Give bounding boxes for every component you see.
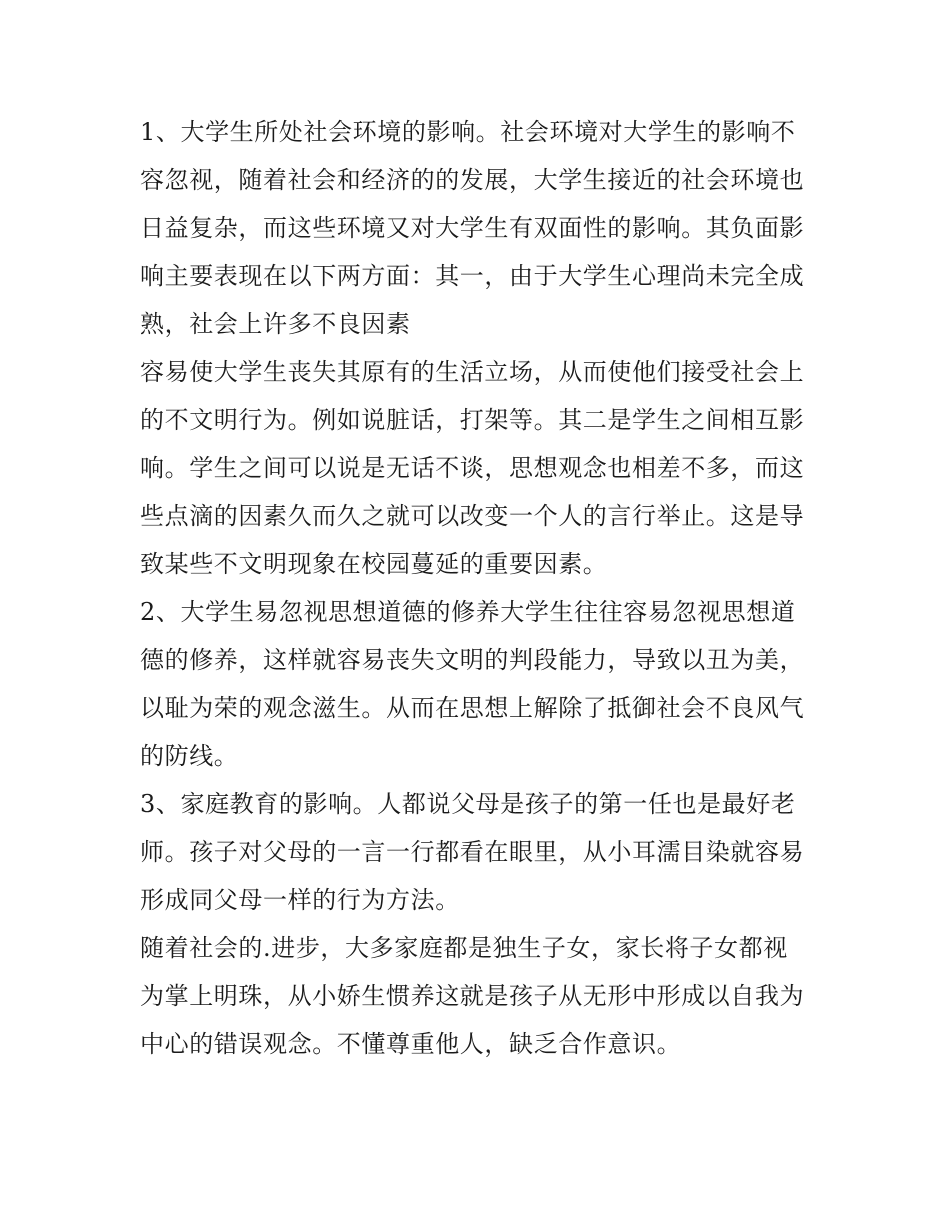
text-line: 熟，社会上许多不良因素 — [140, 310, 411, 338]
text-line: 以耻为荣的观念滋生。从而在思想上解除了抵御社会不良风气 — [140, 694, 805, 722]
text-line: 些点滴的因素久而久之就可以改变一个人的言行举止。这是导 — [140, 502, 805, 530]
text-line: 为掌上明珠，从小娇生惯养这就是孩子从无形中形成以自我为 — [140, 982, 805, 1010]
text-line: 响主要表现在以下两方面：其一，由于大学生心理尚未完全成 — [140, 262, 805, 290]
text-line: 1、大学生所处社会环境的影响。社会环境对大学生的影响不 — [140, 118, 796, 146]
document-body — [140, 108, 812, 1068]
text-line: 容忽视，随着社会和经济的的发展，大学生接近的社会环境也 — [140, 166, 805, 194]
text-line: 的防线。 — [140, 742, 239, 770]
text-line: 容易使大学生丧失其原有的生活立场，从而使他们接受社会上 — [140, 358, 805, 386]
text-line: 2、大学生易忽视思想道德的修养大学生往往容易忽视思想道 — [140, 598, 796, 626]
text-line: 形成同父母一样的行为方法。 — [140, 886, 460, 914]
text-line: 日益复杂，而这些环境又对大学生有双面性的影响。其负面影 — [140, 214, 805, 242]
text-line: 3、家庭教育的影响。人都说父母是孩子的第一任也是最好老 — [140, 790, 796, 818]
text-line: 的不文明行为。例如说脏话，打架等。其二是学生之间相互影 — [140, 406, 805, 434]
text-line: 师。孩子对父母的一言一行都看在眼里，从小耳濡目染就容易 — [140, 838, 805, 866]
text-line: 德的修养，这样就容易丧失文明的判段能力，导致以丑为美， — [140, 646, 805, 674]
text-line: 中心的错误观念。不懂尊重他人，缺乏合作意识。 — [140, 1030, 682, 1058]
text-line: 响。学生之间可以说是无话不谈，思想观念也相差不多，而这 — [140, 454, 805, 482]
text-line: 致某些不文明现象在校园蔓延的重要因素。 — [140, 550, 608, 578]
text-line: 随着社会的.进步，大多家庭都是独生子女，家长将子女都视 — [140, 934, 788, 962]
